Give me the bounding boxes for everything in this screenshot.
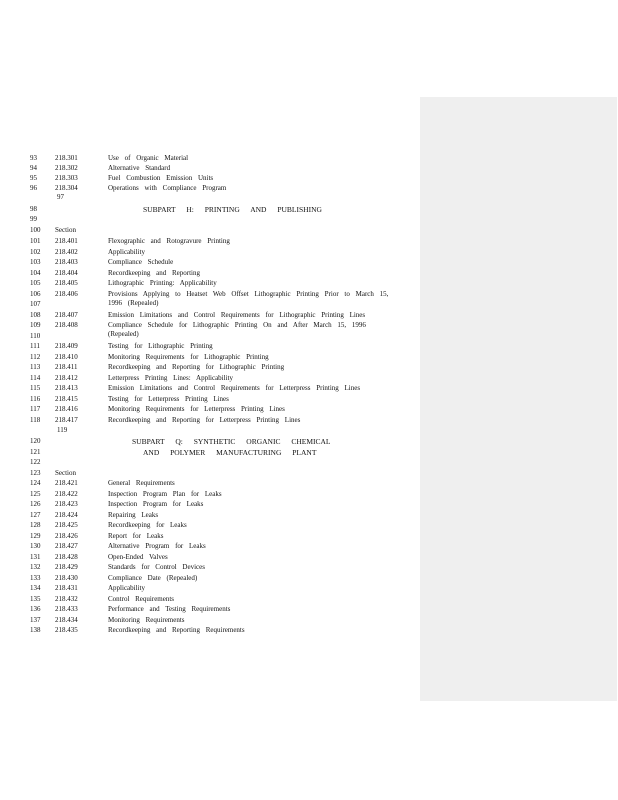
section-number: 218.404 [55,269,78,277]
section-title: Recordkeeping and Reporting for Letterpress Printing Lines [108,416,301,424]
line-number: 134 [30,584,41,592]
section-number: 218.423 [55,500,78,508]
section-title: Inspection Program Plan for Leaks [108,490,222,498]
section-title: Compliance Schedule [108,258,174,266]
line-number: 118 [30,416,41,424]
line-number: 125 [30,490,41,498]
line-number: 128 [30,521,41,529]
line-number: 102 [30,248,41,256]
section-number: 218.417 [55,416,78,424]
line-number: 109 [30,321,41,329]
line-number: 101 [30,237,41,245]
line-number: 124 [30,479,41,487]
section-title: Standards for Control Devices [108,563,205,571]
line-number: 120 [30,437,41,445]
section-title: Recordkeeping and Reporting Requirements [108,626,245,634]
section-title: Fuel Combustion Emission Units [108,174,214,182]
line-number: 121 [30,448,41,456]
section-number: 218.432 [55,595,78,603]
section-number: 218.302 [55,164,78,172]
line-number-97: 97 [57,193,64,201]
line-number: 135 [30,595,41,603]
section-title: Monitoring Requirements for Lithographic Printing [108,353,269,361]
section-number: 218.405 [55,279,78,287]
line-number: 94 [30,164,37,172]
section-number: 218.401 [55,237,78,245]
section-title: Monitoring Requirements for Letterpress Printing Lines [108,405,285,413]
line-number: 105 [30,279,41,287]
line-number: 126 [30,500,41,508]
section-number: Section [55,469,76,477]
section-title: Lithographic Printing: Applicability [108,279,217,287]
section-title: Report for Leaks [108,532,164,540]
line-number: 116 [30,395,41,403]
section-title: Letterpress Printing Lines: Applicability [108,374,233,382]
section-number: 218.407 [55,311,78,319]
section-title: Alternative Standard [108,164,171,172]
section-number: 218.301 [55,154,78,162]
section-number: 218.409 [55,342,78,350]
section-number: 218.424 [55,511,78,519]
line-number: 99 [30,215,37,223]
subpart-h-heading: SUBPART H: PRINTING AND PUBLISHING [143,205,322,214]
line-number: 127 [30,511,41,519]
section-number: 218.411 [55,363,78,371]
section-title: Applicability [108,248,145,256]
section-number: 218.429 [55,563,78,571]
line-number: 131 [30,553,41,561]
line-number: 96 [30,184,37,192]
section-number: 218.433 [55,605,78,613]
section-number: 218.413 [55,384,78,392]
line-number: 110 [30,332,41,340]
line-number: 114 [30,374,41,382]
section-title: Emission Limitations and Control Requirements for Letterpress Printing Lines [108,384,361,392]
section-number: 218.435 [55,626,78,634]
line-number: 123 [30,469,41,477]
section-number: 218.426 [55,532,78,540]
section-number: 218.304 [55,184,78,192]
section-title: Recordkeeping and Reporting for Lithographic Printing [108,363,285,371]
section-title: Flexographic and Rotogravure Printing [108,237,230,245]
line-number: 130 [30,542,41,550]
section-number: 218.410 [55,353,78,361]
line-number-119: 119 [57,426,68,434]
section-title: General Requirements [108,479,175,487]
line-number: 137 [30,616,41,624]
section-title: Performance and Testing Requirements [108,605,231,613]
section-title: Monitoring Requirements [108,616,185,624]
section-number: 218.431 [55,584,78,592]
section-title: Testing for Letterpress Printing Lines [108,395,229,403]
section-number: 218.427 [55,542,78,550]
section-title: Alternative Program for Leaks [108,542,206,550]
section-number: 218.425 [55,521,78,529]
section-title: Applicability [108,584,145,592]
section-number: 218.434 [55,616,78,624]
subpart-q-heading: SUBPART Q: SYNTHETIC ORGANIC CHEMICAL [132,437,331,446]
comment-margin-panel [420,97,617,701]
line-number: 108 [30,311,41,319]
line-number: 138 [30,626,41,634]
line-number: 100 [30,226,41,234]
section-number: 218.408 [55,321,78,329]
line-number: 93 [30,154,37,162]
section-number: 218.403 [55,258,78,266]
section-title: Compliance Schedule for Lithographic Printing On and After March 15, 1996 (Repealed) [108,321,366,338]
section-title: Use of Organic Material [108,154,189,162]
section-title: Open-Ended Valves [108,553,168,561]
line-number: 129 [30,532,41,540]
line-number: 117 [30,405,41,413]
section-number: 218.412 [55,374,78,382]
line-number: 112 [30,353,41,361]
line-number: 122 [30,458,41,466]
section-title: Inspection Program for Leaks [108,500,204,508]
line-number: 107 [30,300,41,308]
section-title: Compliance Date (Repealed) [108,574,198,582]
section-title: Control Requirements [108,595,175,603]
line-number: 111 [30,342,40,350]
section-number: 218.421 [55,479,78,487]
section-title: Testing for Lithographic Printing [108,342,213,350]
section-number: 218.430 [55,574,78,582]
line-number: 106 [30,290,41,298]
section-number: 218.402 [55,248,78,256]
line-number: 136 [30,605,41,613]
section-number: 218.406 [55,290,78,298]
section-title: Emission Limitations and Control Requirements for Lithographic Printing Lines [108,311,366,319]
section-title: Recordkeeping for Leaks [108,521,187,529]
line-number: 98 [30,205,37,213]
line-number: 132 [30,563,41,571]
section-number: 218.416 [55,405,78,413]
section-title: Recordkeeping and Reporting [108,269,200,277]
section-number: 218.428 [55,553,78,561]
line-number: 104 [30,269,41,277]
section-title: Repairing Leaks [108,511,159,519]
line-number: 113 [30,363,41,371]
line-number: 103 [30,258,41,266]
section-number: 218.422 [55,490,78,498]
section-title: Operations with Compliance Program [108,184,227,192]
line-number: 95 [30,174,37,182]
line-number: 115 [30,384,41,392]
line-number: 133 [30,574,41,582]
section-number: Section [55,226,76,234]
section-number: 218.303 [55,174,78,182]
section-number: 218.415 [55,395,78,403]
subpart-q-heading-line2: AND POLYMER MANUFACTURING PLANT [143,448,317,457]
section-title: Provisions Applying to Heatset Web Offset Lithographic Printing Prior to March 15, 1996 (Repealed) [108,290,389,307]
